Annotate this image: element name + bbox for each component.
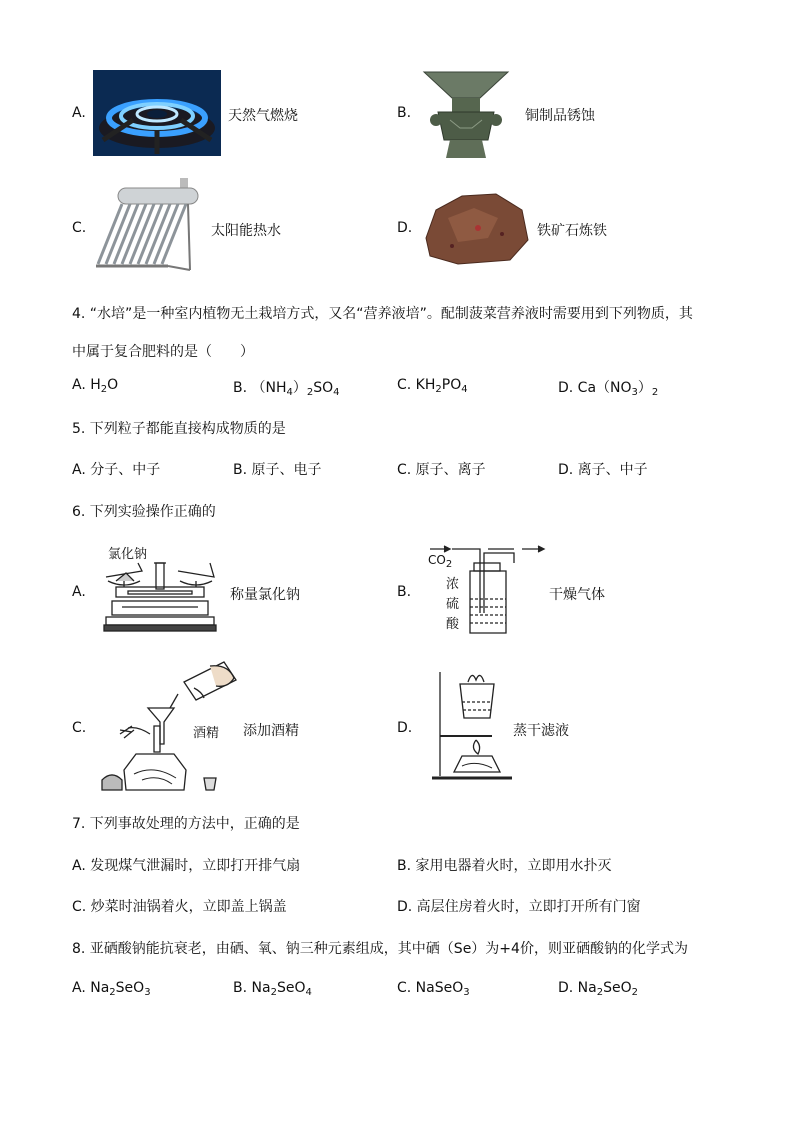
q5-stem: 5. 下列粒子都能直接构成物质的是 [72, 421, 286, 437]
q6-stem: 6. 下列实验操作正确的 [72, 504, 216, 520]
q4-stem-line1: 4. “水培”是一种室内植物无土栽培方式，又名“营养液培”。配制菠菜营养液时需要用到下列物质，其 [72, 306, 693, 322]
gas-washing-bottle-diagram [430, 543, 548, 637]
bronze-vessel-image [420, 68, 512, 162]
q3-option-d-letter: D. [397, 220, 413, 236]
iron-ore-image [418, 188, 530, 268]
q4-option-a: A. $H_2O$ [72, 377, 119, 395]
q8-stem: 8. 亚硒酸钠能抗衰老，由硒、氧、钠三种元素组成，其中硒（Se）为+4价，则亚硒酸钠的化学式为 [72, 941, 688, 957]
q8-option-b: B. $Na_2SeO_4$ [233, 980, 312, 998]
solar-water-heater-image [92, 178, 202, 278]
q8-option-d: D. $Na_2SeO_2$ [558, 980, 639, 998]
q7-option-a: A. 发现煤气泄漏时，立即打开排气扇 [72, 858, 301, 874]
q4-option-c: C. $KH_2PO_4$ [397, 377, 468, 395]
q7-option-b: B. 家用电器着火时，立即用水扑灭 [397, 858, 612, 874]
q7-option-c: C. 炒菜时油锅着火，立即盖上锅盖 [72, 899, 287, 915]
evaporation-setup-diagram [432, 668, 514, 784]
q6-option-c-letter: C. [72, 720, 87, 736]
q4-stem-line2: 中属于复合肥料的是（ ） [72, 344, 254, 360]
q5-option-b: B. 原子、电子 [233, 462, 322, 478]
gas-flame-image [93, 70, 221, 156]
balance-label: 氯化钠 [108, 547, 148, 562]
q3-option-c-letter: C. [72, 220, 87, 236]
q5-option-c: C. 原子、离子 [397, 462, 486, 478]
q3-option-d-text: 铁矿石炼铁 [537, 223, 607, 239]
q3-option-a-letter: A. [72, 105, 86, 121]
acid-label-1: 浓 [446, 577, 460, 592]
q3-option-b-letter: B. [397, 105, 412, 121]
q6-option-d-text: 蒸干滤液 [513, 723, 569, 739]
balance-diagram [102, 557, 218, 633]
q8-option-c: C. NaSeO$_3$ [397, 980, 470, 998]
q4-option-d: D. $Ca(NO_3)_2$ [558, 380, 659, 398]
q3-option-a-text: 天然气燃烧 [228, 108, 298, 124]
q3-option-b-text: 铜制品锈蚀 [525, 108, 595, 124]
q6-option-c-text: 添加酒精 [243, 723, 299, 739]
gas-label: $CO_2$ [428, 553, 453, 570]
q7-stem: 7. 下列事故处理的方法中，正确的是 [72, 816, 300, 832]
q3-option-c-text: 太阳能热水 [211, 223, 281, 239]
q6-option-a-text: 称量氯化钠 [230, 587, 300, 603]
alcohol-label: 酒精 [193, 726, 220, 741]
acid-label-2: 硫 [446, 597, 460, 612]
q5-option-d: D. 离子、中子 [558, 462, 648, 478]
q7-option-d: D. 高层住房着火时，立即打开所有门窗 [397, 899, 641, 915]
q5-option-a: A. 分子、中子 [72, 462, 161, 478]
alcohol-lamp-diagram [98, 656, 238, 794]
q6-option-b-letter: B. [397, 584, 412, 600]
acid-label-3: 酸 [446, 617, 460, 632]
q6-option-a-letter: A. [72, 584, 86, 600]
q8-option-a: A. $Na_2SeO_3$ [72, 980, 151, 998]
q4-option-b: B. $(NH_4)_2SO_4$ [233, 380, 340, 398]
q6-option-d-letter: D. [397, 720, 413, 736]
q6-option-b-text: 干燥气体 [549, 587, 605, 603]
